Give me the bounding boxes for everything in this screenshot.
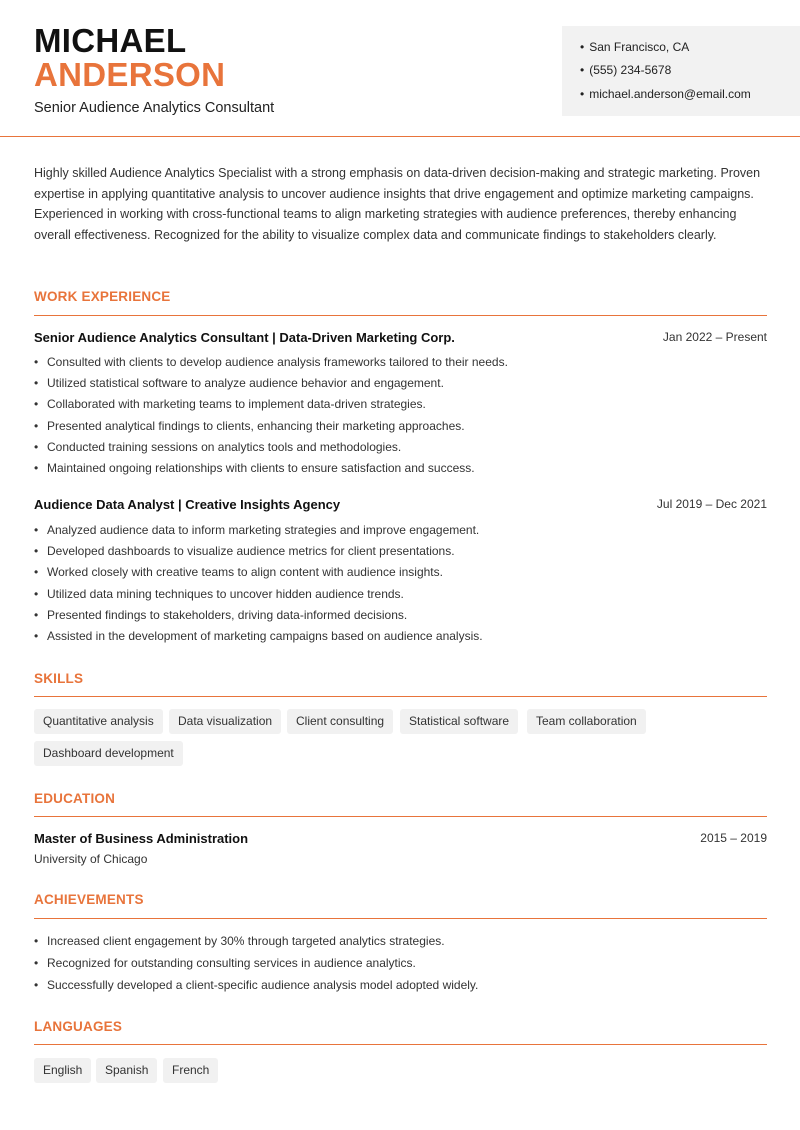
section-title-education: EDUCATION bbox=[34, 791, 116, 806]
language-chip: French bbox=[163, 1058, 218, 1083]
contact-box bbox=[562, 26, 800, 116]
list-item: • Presented findings to stakeholders, driving data-informed decisions. bbox=[34, 605, 483, 626]
section-divider bbox=[34, 696, 767, 697]
section-title-achievements: ACHIEVEMENTS bbox=[34, 892, 144, 907]
list-item: • Maintained ongoing relationships with clients to ensure satisfaction and success. bbox=[34, 458, 508, 479]
section-title-work: WORK EXPERIENCE bbox=[34, 289, 171, 304]
job-dates: Jan 2022 – Present bbox=[662, 330, 767, 344]
skill-chip: Team collaboration bbox=[527, 709, 646, 734]
skill-chip: Quantitative analysis bbox=[34, 709, 163, 734]
contact-phone: • (555) 234-5678 bbox=[580, 63, 671, 77]
list-item: • Assisted in the development of marketing campaigns based on audience analysis. bbox=[34, 626, 483, 647]
degree-title: Master of Business Administration bbox=[34, 831, 249, 846]
last-name: ANDERSON bbox=[34, 56, 226, 93]
section-divider bbox=[34, 918, 767, 919]
job-bullets bbox=[34, 520, 483, 647]
list-item: • Developed dashboards to visualize audience metrics for client presentations. bbox=[34, 541, 483, 562]
achievement-bullets bbox=[34, 930, 478, 996]
list-item: • Increased client engagement by 30% through targeted analytics strategies. bbox=[34, 930, 478, 952]
section-divider bbox=[34, 315, 767, 316]
resume-header bbox=[0, 0, 800, 137]
skill-chip: Statistical software bbox=[400, 709, 518, 734]
job-role: Audience Data Analyst | Creative Insights Agency bbox=[34, 497, 341, 512]
job-dates: Jul 2019 – Dec 2021 bbox=[656, 497, 767, 511]
summary-paragraph: Highly skilled Audience Analytics Specialist with a strong emphasis on data-driven decision-making and strategic marketing. Proven expertise in applying quantitative analysis to uncover audience insights that drive engagement and optimize marketing campaigns. Experienced in working with cross-functional teams to align marketing strategies with audience preferences, thereby enhancing overall effectiveness. Recognized for the ability to visualize complex data and communicate findings to stakeholders clearly. bbox=[34, 166, 761, 242]
language-chip: Spanish bbox=[96, 1058, 157, 1083]
section-divider bbox=[34, 1044, 767, 1045]
job-bullets bbox=[34, 352, 508, 479]
skill-chip: Dashboard development bbox=[34, 741, 183, 766]
job-role: Senior Audience Analytics Consultant | Data-Driven Marketing Corp. bbox=[34, 330, 455, 345]
list-item: • Analyzed audience data to inform marketing strategies and improve engagement. bbox=[34, 520, 483, 541]
skill-chip: Client consulting bbox=[287, 709, 393, 734]
list-item: • Successfully developed a client-specific audience analysis model adopted widely. bbox=[34, 974, 478, 996]
contact-email[interactable]: • michael.anderson@email.com bbox=[580, 87, 751, 101]
section-divider bbox=[34, 816, 767, 817]
list-item: • Presented analytical findings to clients, enhancing their marketing approaches. bbox=[34, 416, 508, 437]
list-item: • Conducted training sessions on analytics tools and methodologies. bbox=[34, 437, 508, 458]
list-item: • Consulted with clients to develop audience analysis frameworks tailored to their needs. bbox=[34, 352, 508, 373]
job-title: Senior Audience Analytics Consultant bbox=[34, 100, 275, 116]
education-dates: 2015 – 2019 bbox=[700, 831, 767, 845]
language-chip: English bbox=[34, 1058, 91, 1083]
list-item: • Collaborated with marketing teams to implement data-driven strategies. bbox=[34, 394, 508, 415]
school-name: University of Chicago bbox=[34, 852, 148, 866]
section-title-languages: LANGUAGES bbox=[34, 1019, 123, 1034]
list-item: • Utilized statistical software to analyze audience behavior and engagement. bbox=[34, 373, 508, 394]
section-title-skills: SKILLS bbox=[34, 671, 84, 686]
list-item: • Worked closely with creative teams to align content with audience insights. bbox=[34, 562, 483, 583]
skill-chip: Data visualization bbox=[169, 709, 281, 734]
list-item: • Utilized data mining techniques to uncover hidden audience trends. bbox=[34, 584, 483, 605]
list-item: • Recognized for outstanding consulting services in audience analytics. bbox=[34, 952, 478, 974]
contact-location: • San Francisco, CA bbox=[580, 40, 689, 54]
first-name: MICHAEL bbox=[34, 22, 187, 59]
